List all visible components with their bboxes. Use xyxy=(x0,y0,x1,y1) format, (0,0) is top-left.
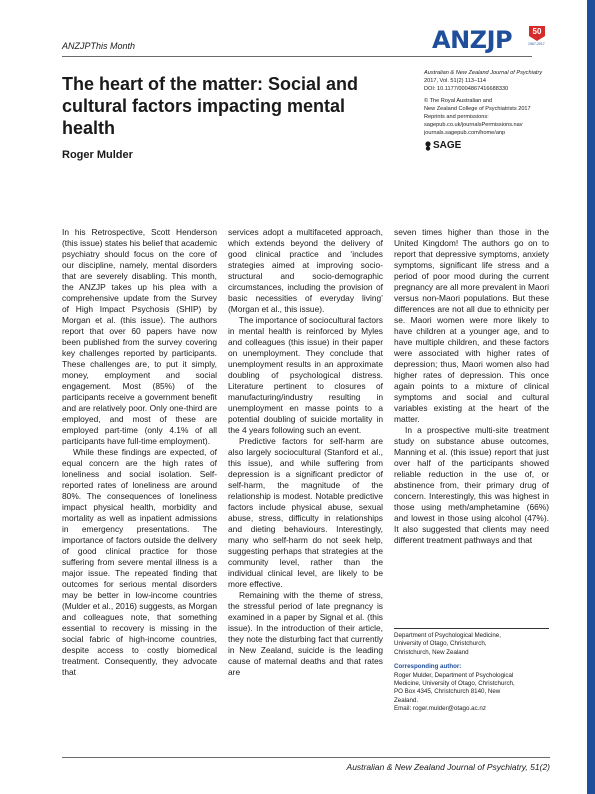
footer-journal-issue: Australian & New Zealand Journal of Psychiatry, 51(2) xyxy=(346,762,550,772)
title-line-2: cultural factors impacting mental health xyxy=(62,96,346,138)
author-name: Roger Mulder xyxy=(62,149,133,161)
paragraph: Predictive factors for self-harm are also largely sociocultural (Stanford et al., this issue), and while suffering from depression is a significant predictor of self-harm, the magnitude of the relationship is modest. Notable predictive factors include physical abuse, sexual abuse, stress, difficulty in relationships and dieting behaviours. Interestingly, many who self-harm do not seek help, suggesting perhaps that strategies at the community level, rather than the individual clinical level, are likely to be more effective. xyxy=(228,436,383,589)
footer-rule xyxy=(62,757,550,758)
meta-journal: Australian & New Zealand Journal of Psychiatry xyxy=(424,70,543,76)
meta-copyright-1: © The Royal Australian and xyxy=(424,98,493,104)
affiliation-line: Christchurch, New Zealand xyxy=(394,648,469,656)
meta-volume: 2017, Vol. 51(2) 113–114 xyxy=(424,78,486,84)
journal-logo xyxy=(432,24,546,58)
paragraph: Remaining with the theme of stress, the stressful period of late pregnancy is examined in a paper by Signal et al. (this issue). In the introduction of their article, they note the disturbing fact that currently in New Zealand, suicide is the leading cause of maternal deaths and that rates are xyxy=(228,590,383,677)
body-column-3 xyxy=(394,227,549,546)
title-line-1: The heart of the matter: Social and xyxy=(62,74,359,94)
paragraph: In a prospective multi-site treatment study on substance abuse outcomes, Manning et al. (this issue) report that just over half of the participants showed reliable reduction in the use of, or abstinence from, their primary drug of concern. Interestingly, this was highest in those using meth/amphetamine (66%) and lowest in those using alcohol (47%). It also suggested that clients may need different treatment pathways and that xyxy=(394,425,549,545)
article-title xyxy=(62,73,402,139)
corresponding-line: Roger Mulder, Department of Psychological xyxy=(394,671,514,679)
affiliation-line: University of Otago, Christchurch, xyxy=(394,640,487,648)
publication-meta xyxy=(424,69,584,137)
meta-reprints-url[interactable]: sagepub.co.uk/journalsPermissions.nav xyxy=(424,122,523,128)
body-column-1 xyxy=(62,227,217,678)
corresponding-line: Medicine, University of Otago, Christchurch, xyxy=(394,680,515,688)
section-label: ANZJPThis Month xyxy=(62,41,136,51)
anniversary-badge-icon xyxy=(527,24,547,42)
author-footnote xyxy=(394,632,554,714)
corresponding-line: Zealand. xyxy=(394,696,419,704)
paragraph: The importance of sociocultural factors in mental health is reinforced by Myles and colleagues (this issue) in their paper on unemployment. They conclude that unemployment results in an approximate doubling of psychological distress. Literature pertinent to closures of manufacturing/industry resulting in unemployment en masse points to a potential doubling of suicide mortality in the 4 years following such an event. xyxy=(228,315,383,435)
corresponding-line: PO Box 4345, Christchurch 8140, New xyxy=(394,688,501,696)
logo-text: ANZJP xyxy=(432,26,513,54)
sage-icon xyxy=(424,141,432,151)
paragraph: In his Retrospective, Scott Henderson (this issue) states his belief that academic psychiatry should focus on the core of our discipline, namely, mental disorders that are severely disabling. This month, the ANZJP takes up his plea with a comprehensive update from the Survey of High Impact Psychosis (SHIP) by Morgan et al. (this issue). The authors report that over 60 papers have now been published from the survey covering key challenges reported by participants. These challenges are, to put it simply, money, employment and social engagement. Most (85%) of the participants receive a government benefit and are relatively poor. Only one-third are employed, and most of these are employed part-time (only 4.1% of all participants have full-time employment). xyxy=(62,227,218,446)
logo-badge-number: 50 xyxy=(532,27,542,36)
author-email[interactable]: Email: roger.mulder@otago.ac.nz xyxy=(394,705,486,713)
paragraph: services adopt a multifaceted approach, which extends beyond the delivery of good clinical practice and ‘includes strategies aimed at improving socio-structural and socio-demographic circumstances, including the provision of basic necessities of everyday living’ (Morgan et al., this issue). xyxy=(228,227,383,314)
meta-copyright-2: New Zealand College of Psychiatrists 2017 xyxy=(424,106,531,112)
logo-years: 1967-2017 xyxy=(528,42,545,46)
corresponding-author-label: Corresponding author: xyxy=(394,663,462,671)
publisher-logo xyxy=(424,140,461,151)
meta-doi: DOI: 10.1177/0004867416688330 xyxy=(424,86,509,92)
meta-journal-url[interactable]: journals.sagepub.com/home/anp xyxy=(424,130,506,136)
meta-reprints: Reprints and permissions: xyxy=(424,114,489,120)
side-color-bar xyxy=(587,0,595,794)
paragraph: While these findings are expected, of equal concern are the high rates of loneliness and social isolation. Self-reported rates of loneliness are around 80%. The consequences of loneliness impact physical health, morbidity and mortality as well as inpatient admissions in emergency presentations. The importance of factors outside the delivery of good clinical practice for those suffering from severe mental illness is a major issue. The repeated finding that outcomes for serious mental disorders may be better in low-income countries (Mulder et al., 2016) suggests, as Morgan and colleagues note, that something essential to recovery is missing in the social fabric of high-income countries, despite access to costly biomedical treatment. Consequently, they advocate that xyxy=(62,447,218,677)
footnote-rule xyxy=(394,628,549,629)
paragraph: seven times higher than those in the United Kingdom! The authors go on to report that depressive symptoms, anxiety symptoms, significant life stress and a period of poor mood during the current pregnancy are all more prevalent in Maori versus non-Maori populations. But these differences are not all due to ethnicity per se. Maori women were more likely to have children at a younger age, and to have multiple children, and these factors were associated with higher rates of depression; thus, Maori women also had higher rates of depression. This once again points to a mixture of clinical symptoms and social and cultural variables existing at the heart of the matter. xyxy=(394,227,549,424)
affiliation-line: Department of Psychological Medicine, xyxy=(394,632,501,639)
body-column-2 xyxy=(228,227,383,678)
publisher-name: SAGE xyxy=(433,140,462,151)
